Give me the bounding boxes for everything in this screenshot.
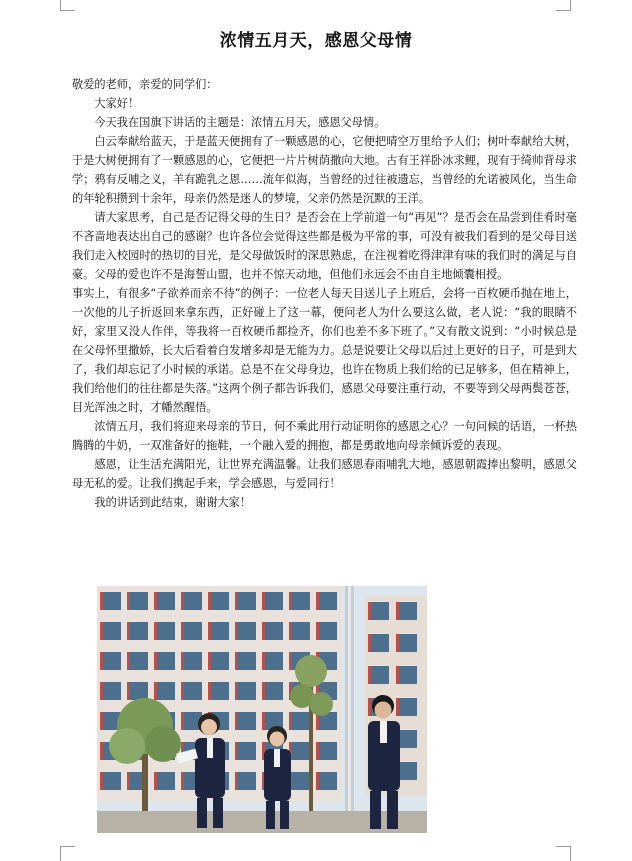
building-window [371,666,389,684]
crop-mark-bottom-left [60,846,75,861]
building-window [238,592,256,610]
document-body [72,75,577,512]
building-window [103,772,121,790]
building-window [238,772,256,790]
building-window [399,698,417,716]
building-window [238,682,256,700]
building-window [399,666,417,684]
building-window [103,682,121,700]
crop-mark-top-left [60,0,75,11]
building-window [130,592,148,610]
building-window [157,652,175,670]
building-window [211,682,229,700]
building-window [292,772,310,790]
building-window [319,742,337,760]
building-window [157,622,175,640]
crop-mark-bottom-right [556,846,571,861]
building-window [265,592,283,610]
building-window [184,682,202,700]
building-window [211,592,229,610]
building-window [103,622,121,640]
building-window [399,634,417,652]
building-window [319,622,337,640]
building-window [292,742,310,760]
body-paragraph: 请大家思考，自己是否记得父母的生日？是否会在上学前道一句“再见”？是否会在品尝到佳肴时毫不吝啬地表达出自己的感谢？也许各位会觉得这些都是极为平常的事，可没有被我们看到的是父母目送我们走入校园时的热切的目光，是父母做饭时的深思熟虑，在注视着吃得津津有味的我们时的满足与自豪。父母的爱也许不是海誓山盟，也并不惊天动地，但他们永远会不由自主地倾囊相授。 [72,211,577,281]
building-window [265,652,283,670]
building-window [265,682,283,700]
building-window [211,652,229,670]
body-paragraph: 白云奉献给蓝天，于是蓝天便拥有了一颗感恩的心，它便把晴空万里给予人们；树叶奉献给大树，于是大树便拥有了一颗感恩的心，它便把一片片树荫撒向大地。古有王祥卧冰求鲤，现有于绮帅背母求学；鸦有反哺之义，羊有跪乳之恩……流年似海，当曾经的过往被遗忘，当曾经的允诺被风化，当生命的年轮积攒到十余年，母亲仍然是迷人的梦境，父亲仍然是沉默的王洋。 [72,135,577,205]
building-window [319,772,337,790]
ceremony-photo [97,586,427,833]
salutation: 敬爱的老师，亲爱的同学们： [72,78,218,91]
building-window [103,592,121,610]
building-window [319,592,337,610]
body-paragraph: 浓情五月，我们将迎来母亲的节日，何不乘此用行动证明你的感恩之心？一句问候的话语，一杯热腾腾的牛奶，一双准备好的拖鞋，一个融入爱的拥抱，都是勇敢地向母亲倾诉爱的表现。 [72,420,577,452]
building-window [238,712,256,730]
body-paragraph: 事实上，有很多“子欲养而亲不待”的例子：一位老人每天目送儿子上班后，会将一百枚硬币抛在地上，一次他的儿子折返回来拿东西，正好碰上了这一幕，便问老人为什么要这么做，老人说：“我的眼睛不好，家里又没人作伴，等我将一百枚硬币都捡齐，你们也差不多下班了。”又有散文说到：“小时候总是在父母怀里撒娇，长大后看着白发增多却是无能为力。总是说要让父母以后过上更好的日子，可是到大了，我们却忘记了小时候的承诺。总是不在父母身边，也许在物质上我们给的已足够多，但在精神上，我们给他们的往往都是失落。”这两个例子都告诉我们，感恩父母要注重行动，不要等到父母两鬓苍苍，目光浑浊之时，才幡然醒悟。 [72,287,577,414]
building-window [292,712,310,730]
closing: 我的讲话到此结束，谢谢大家！ [94,496,252,509]
building-window [399,762,417,780]
body-paragraph: 今天我在国旗下讲话的主题是：浓情五月天，感恩父母情。 [94,116,386,129]
building-window [238,622,256,640]
building-window [238,652,256,670]
building-window [292,622,310,640]
crop-mark-top-right [556,0,571,11]
building-window [238,742,256,760]
building-window [130,682,148,700]
building-window [184,622,202,640]
document-title: 浓情五月天，感恩父母情 [219,31,413,51]
building-window [184,592,202,610]
greeting: 大家好！ [94,97,140,110]
building-window [157,592,175,610]
body-paragraph: 感恩，让生活充满阳光，让世界充满温馨。让我们感恩春雨哺乳大地，感恩朝霞捧出黎明，感恩父母无私的爱。让我们携起手来，学会感恩，与爱同行！ [72,458,577,490]
building-window [292,592,310,610]
building-window [399,602,417,620]
building-window [211,622,229,640]
ceremony-photo-illustration [97,586,427,833]
building-window [157,682,175,700]
building-window [371,602,389,620]
building-window [371,634,389,652]
building-window [130,652,148,670]
building-window [130,622,148,640]
building-window [103,652,121,670]
building-window [265,622,283,640]
building-window [157,772,175,790]
building-window [399,730,417,748]
building-window [184,652,202,670]
